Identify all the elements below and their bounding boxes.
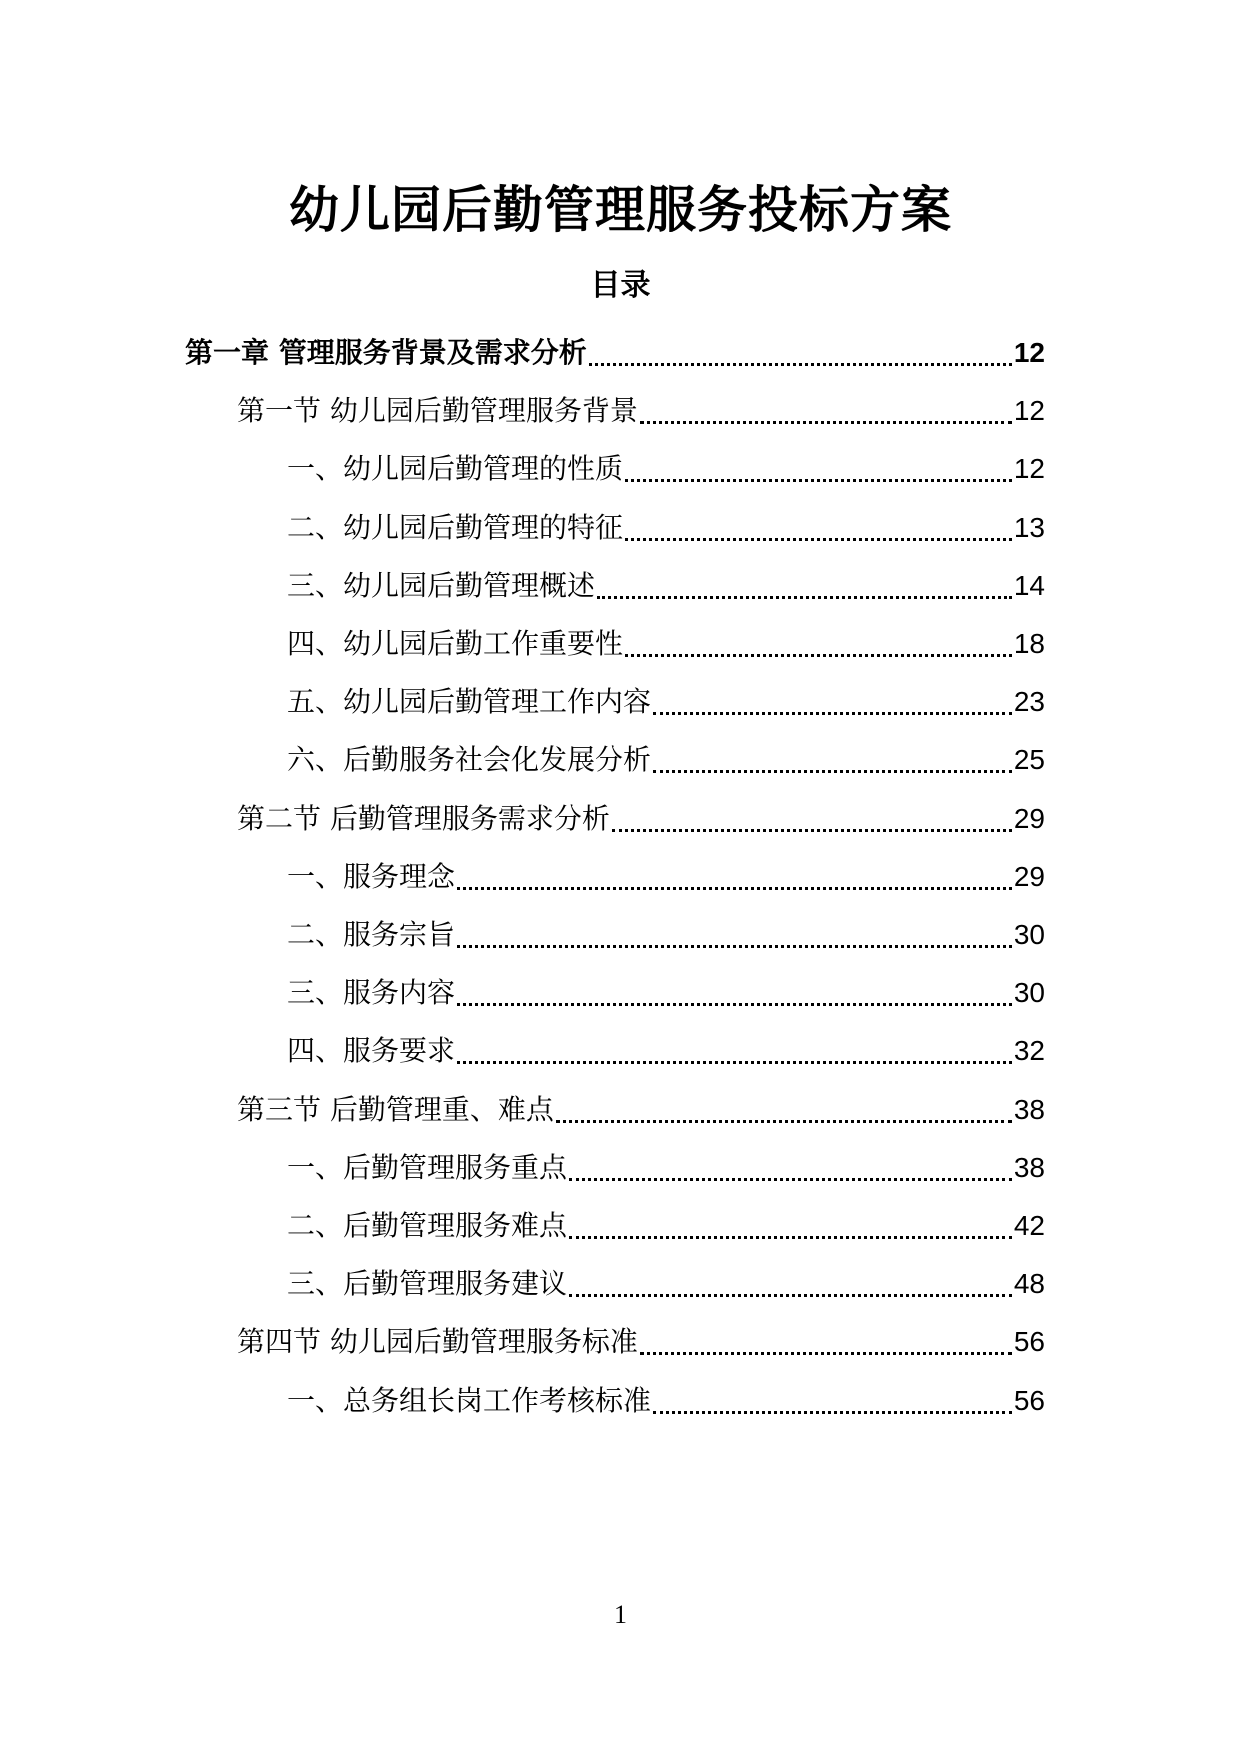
toc-entry[interactable] bbox=[237, 1088, 1045, 1132]
toc-entry[interactable] bbox=[287, 447, 1045, 491]
toc-entry-page-number: 48 bbox=[1013, 1268, 1045, 1300]
toc-entry-label: 五、幼儿园后勤管理工作内容 bbox=[287, 685, 652, 719]
toc-entry-label: 第四节 幼儿园后勤管理服务标准 bbox=[237, 1325, 638, 1359]
toc-entry-page-number: 25 bbox=[1013, 744, 1045, 776]
toc-entry-label: 第二节 后勤管理服务需求分析 bbox=[237, 801, 610, 835]
toc-entry-page-number: 13 bbox=[1013, 511, 1045, 543]
toc-entry-label: 二、服务宗旨 bbox=[287, 918, 456, 951]
toc-entry-page-number: 38 bbox=[1013, 1151, 1045, 1183]
toc-dot-leader bbox=[597, 596, 1012, 599]
toc-entry-page-number: 23 bbox=[1013, 686, 1045, 718]
toc-entry-page-number: 38 bbox=[1013, 1093, 1045, 1125]
toc-entry-page-number: 30 bbox=[1013, 919, 1045, 950]
toc-entry[interactable] bbox=[287, 1262, 1045, 1306]
toc-entry-page-number: 56 bbox=[1013, 1326, 1045, 1358]
toc-dot-leader bbox=[653, 712, 1012, 715]
toc-entry[interactable] bbox=[287, 1204, 1045, 1248]
toc-entry-label: 三、幼儿园后勤管理概述 bbox=[287, 568, 596, 602]
toc-entry-label: 四、服务要求 bbox=[287, 1034, 456, 1068]
toc-dot-leader bbox=[569, 1236, 1012, 1239]
toc-entry[interactable] bbox=[237, 1320, 1045, 1364]
toc-entry[interactable] bbox=[287, 971, 1045, 1015]
toc-dot-leader bbox=[556, 1120, 1012, 1123]
toc-entry[interactable] bbox=[287, 1029, 1045, 1073]
toc-dot-leader bbox=[653, 770, 1012, 773]
toc-entry-page-number: 18 bbox=[1013, 628, 1045, 659]
toc-entry-label: 一、总务组长岗工作考核标准 bbox=[287, 1383, 652, 1417]
toc-dot-leader bbox=[612, 829, 1012, 832]
toc-entry-label: 二、幼儿园后勤管理的特征 bbox=[287, 510, 624, 544]
toc-entry[interactable] bbox=[237, 797, 1045, 841]
toc-entry-label: 六、后勤服务社会化发展分析 bbox=[287, 743, 652, 777]
toc-entry-label: 一、幼儿园后勤管理的性质 bbox=[287, 452, 624, 486]
toc-entry-page-number: 12 bbox=[1013, 453, 1045, 485]
toc-dot-leader bbox=[569, 1294, 1012, 1297]
toc-entry[interactable] bbox=[287, 680, 1045, 724]
toc-entry-page-number: 30 bbox=[1013, 977, 1045, 1009]
toc-entry-label: 一、服务理念 bbox=[287, 859, 456, 893]
toc-entry[interactable] bbox=[287, 1379, 1045, 1423]
toc-entry[interactable] bbox=[287, 506, 1045, 550]
toc-entry[interactable] bbox=[287, 622, 1045, 666]
toc-dot-leader bbox=[640, 421, 1012, 424]
toc-dot-leader bbox=[457, 1003, 1012, 1006]
toc-heading: 目录 bbox=[590, 268, 651, 303]
toc-dot-leader bbox=[625, 654, 1012, 657]
toc-entry-page-number: 42 bbox=[1013, 1210, 1045, 1241]
toc-entry-page-number: 29 bbox=[1013, 860, 1045, 892]
toc-entry-label: 第一节 幼儿园后勤管理服务背景 bbox=[237, 394, 638, 428]
toc-entry-label: 三、后勤管理服务建议 bbox=[287, 1267, 568, 1301]
toc-dot-leader bbox=[457, 1061, 1012, 1064]
toc-entry-page-number: 29 bbox=[1013, 802, 1045, 834]
page-number: 1 bbox=[614, 1600, 627, 1629]
toc-entry-page-number: 12 bbox=[1013, 337, 1045, 368]
toc-dot-leader bbox=[457, 945, 1012, 948]
toc-entry[interactable] bbox=[287, 855, 1045, 899]
toc-dot-leader bbox=[640, 1352, 1012, 1355]
toc-entry-label: 第一章 管理服务背景及需求分析 bbox=[185, 336, 587, 369]
toc-dot-leader bbox=[625, 479, 1012, 482]
toc-entry-page-number: 12 bbox=[1013, 395, 1045, 427]
toc-entry[interactable] bbox=[287, 913, 1045, 957]
toc-dot-leader bbox=[625, 538, 1012, 541]
toc-dot-leader bbox=[653, 1411, 1012, 1414]
toc-dot-leader bbox=[589, 363, 1012, 366]
toc-entry-label: 四、幼儿园后勤工作重要性 bbox=[287, 627, 624, 660]
toc-dot-leader bbox=[457, 887, 1012, 890]
toc-entry[interactable] bbox=[287, 738, 1045, 782]
toc-entry-label: 一、后勤管理服务重点 bbox=[287, 1150, 568, 1184]
toc-entry-label: 三、服务内容 bbox=[287, 976, 456, 1010]
document-title: 幼儿园后勤管理服务投标方案 bbox=[289, 181, 952, 239]
toc-entry-page-number: 56 bbox=[1013, 1384, 1045, 1416]
toc-entry-label: 第三节 后勤管理重、难点 bbox=[237, 1092, 554, 1126]
toc-entry[interactable] bbox=[237, 389, 1045, 433]
toc-entry[interactable] bbox=[287, 1146, 1045, 1190]
toc-entry[interactable] bbox=[287, 564, 1045, 608]
toc-entry-page-number: 32 bbox=[1013, 1035, 1045, 1067]
toc-entry[interactable] bbox=[185, 331, 1045, 375]
toc-dot-leader bbox=[569, 1178, 1012, 1181]
toc-entry-page-number: 14 bbox=[1013, 569, 1045, 601]
toc-entry-label: 二、后勤管理服务难点 bbox=[287, 1209, 568, 1242]
